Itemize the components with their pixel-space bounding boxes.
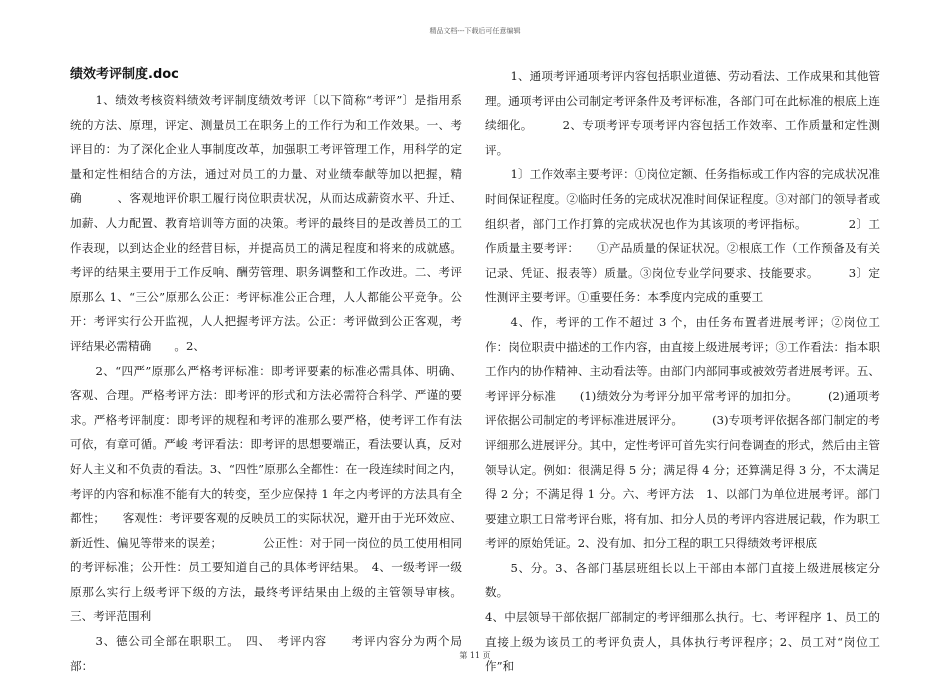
paragraph: 1、通项考评通项考评内容包括职业道德、劳动看法、工作成果和其他管理。通项考评由公司制定考评条件及考评标准，各部门可在此标准的根底上连续细化。 2、专项考评专项考评内容包括工作效率、工作质量和定性测评。 — [485, 69, 880, 157]
page-number: 第 11 页 — [459, 651, 491, 660]
right-column — [485, 64, 880, 679]
paragraph: 4、中层领导干部依据厂部制定的考评细那么执行。七、考评程序 1、员工的直接上级为该员工的考评负责人，具体执行考评程序；2、员工对“岗位工作”和 — [485, 610, 880, 674]
paragraph: 1〕工作效率主要考评：①岗位定额、任务指标或工作内容的完成状况准时间保证程度。②临时任务的完成状况准时间保证程度。③对部门的领导者或组织者，部门工作打算的完成状况也作为其该项的考评指标。 2〕工作质量主要考评： ①产品质量的保证状况。②根底工作（工作预备及有关记录、凭证、报表等）质量。③岗位专业学问要求、技能要求。 3〕定性测评主要考评。①重要任务：本季度内完成的重要工 — [485, 167, 880, 305]
left-column — [70, 64, 462, 678]
page-header-note: 精品文档---下载后可任意编辑 — [429, 27, 521, 35]
paragraph: 3、德公司全部在职职工。 四、 考评内容 考评内容分为两个局部： — [70, 634, 462, 673]
document-title: 绩效考评制度.doc — [70, 67, 179, 82]
paragraph: 1、绩效考核资料绩效考评制度绩效考评〔以下简称“考评”〕是指用系统的方法、原理，评定、测量员工在职务上的工作行为和工作效果。一、考评目的：为了深化企业人事制度改革，加强职工考评管理工作，用科学的定量和定性相结合的方法，通过对员工的力量、对业绩奉献等加以把握，精确 、客观地评价职工履行岗位职责状况，从而达成薪资水平、升迁、加薪、人力配置、教育培训等方面的决策。考评的最终目的是改善员工的工作表现，以到达企业的经营目标，并提高员工的满足程度和将来的成就感。考评的结果主要用于工作反响、酬劳管理、职务调整和工作改进。二、考评原那么 1、“三公”原那么公正：考评标准公正合理，人人都能公平竞争。公开：考评实行公开监视，人人把握考评方法。公正：考评做到公正客观，考评结果必需精确 。2、 — [70, 93, 462, 353]
paragraph: 2、“四严”原那么严格考评标准：即考评要素的标准必需具体、明确、客观、合理。严格考评方法：即考评的形式和方法必需符合科学、严谨的要求。严格考评制度：即考评的规程和考评的准那么要严格，使考评工作有法可依，有章可循。严峻 考评看法：即考评的思想要端正，看法要认真，反对好人主义和不负责的看法。3、“四性”原那么全都性：在一段连续时间之内，考评的内容和标准不能有大的转变，至少应保持 1 年之内考评的方法具有全都性； 客观性：考评要客观的反映员工的实际状况，避开由于光环效应、新近性、偏见等带来的误差； 公正性：对于同一岗位的员工使用相同的考评标准；公开性：员工要知道自己的具体考评结果。 4、一级考评一级原那么实行上级考评下级的方法，最终考评结果由上级的主管领导审核。三、考评范围利 — [70, 363, 462, 624]
paragraph: 5、分。3、各部门基层班组长以上干部由本部门直接上级进展核定分数。 — [485, 560, 880, 600]
paragraph: 4、作，考评的工作不超过 3 个，由任务布置者进展考评；②岗位工作：岗位职责中描述的工作内容，由直接上级进展考评；③工作看法：指本职工作内的协作精神、主动看法等。由部门内部同事或被效劳者进展考评。五、考评评分标准 (1)绩效分为考评分加平常考评的加扣分。 (2)通项考评依据公司制定的考评标准进展评分。 (3)专项考评依据各部门制定的考评细那么进展评分。其中，定性考评可首先实行问卷调查的形式，然后由主管领导认定。例如：很满足得 5 分；满足得 4 分；还算满足得 3 分，不太满足得 2 分；不满足得 1 分。六、考评方法 1、以部门为单位进展考评。部门要建立职工日常考评台账，将有加、扣分人员的考评内容进展记载，作为职工考评的原始凭证。2、没有加、扣分工程的职工只得绩效考评根底 — [485, 314, 880, 551]
